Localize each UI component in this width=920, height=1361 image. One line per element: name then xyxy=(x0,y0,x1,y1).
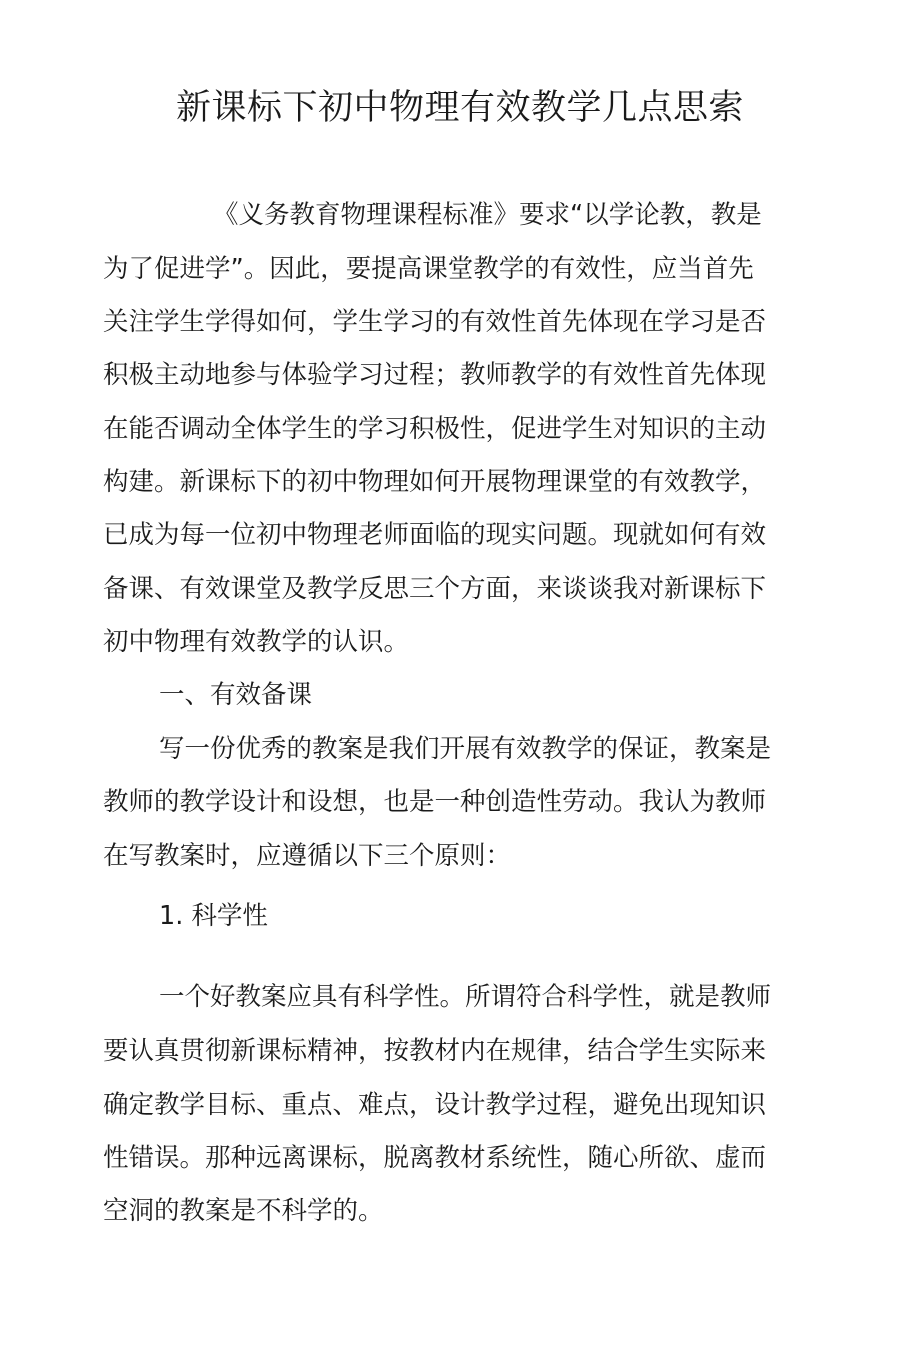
subheading-1: 1. 科学性 xyxy=(159,901,268,931)
paragraph-1-line-4: 积极主动地参与体验学习过程；教师教学的有效性首先体现 xyxy=(103,360,767,390)
paragraph-2-line-2: 教师的教学设计和设想，也是一种创造性劳动。我认为教师 xyxy=(103,787,767,817)
paragraph-1-line-3: 关注学生学得如何，学生学习的有效性首先体现在学习是否 xyxy=(103,307,767,337)
paragraph-1-line-9: 初中物理有效教学的认识。 xyxy=(103,627,410,657)
paragraph-1-line-2: 为了促进学”。因此，要提高课堂教学的有效性，应当首先 xyxy=(103,254,754,284)
paragraph-1-line-1: 《义务教育物理课程标准》要求“以学论教，教是 xyxy=(213,200,762,230)
paragraph-3-line-3: 确定教学目标、重点、难点，设计教学过程，避免出现知识 xyxy=(103,1090,767,1120)
paragraph-2-line-1: 写一份优秀的教案是我们开展有效教学的保证，教案是 xyxy=(159,734,772,764)
paragraph-3-line-4: 性错误。那种远离课标，脱离教材系统性，随心所欲、虚而 xyxy=(103,1143,767,1173)
paragraph-2-line-3: 在写教案时，应遵循以下三个原则： xyxy=(103,841,512,871)
paragraph-1-line-7: 已成为每一位初中物理老师面临的现实问题。现就如何有效 xyxy=(103,520,767,550)
section-heading: 一、有效备课 xyxy=(159,680,313,710)
paragraph-1-line-5: 在能否调动全体学生的学习积极性，促进学生对知识的主动 xyxy=(103,414,767,444)
page-title: 新课标下初中物理有效教学几点思索 xyxy=(175,88,744,128)
paragraph-1-line-8: 备课、有效课堂及教学反思三个方面，来谈谈我对新课标下 xyxy=(103,574,767,604)
paragraph-3-line-1: 一个好教案应具有科学性。所谓符合科学性，就是教师 xyxy=(159,982,772,1012)
paragraph-3-line-5: 空洞的教案是不科学的。 xyxy=(103,1196,384,1226)
paragraph-1-line-6: 构建。新课标下的初中物理如何开展物理课堂的有效教学， xyxy=(103,467,767,497)
paragraph-3-line-2: 要认真贯彻新课标精神，按教材内在规律，结合学生实际来 xyxy=(103,1036,767,1066)
